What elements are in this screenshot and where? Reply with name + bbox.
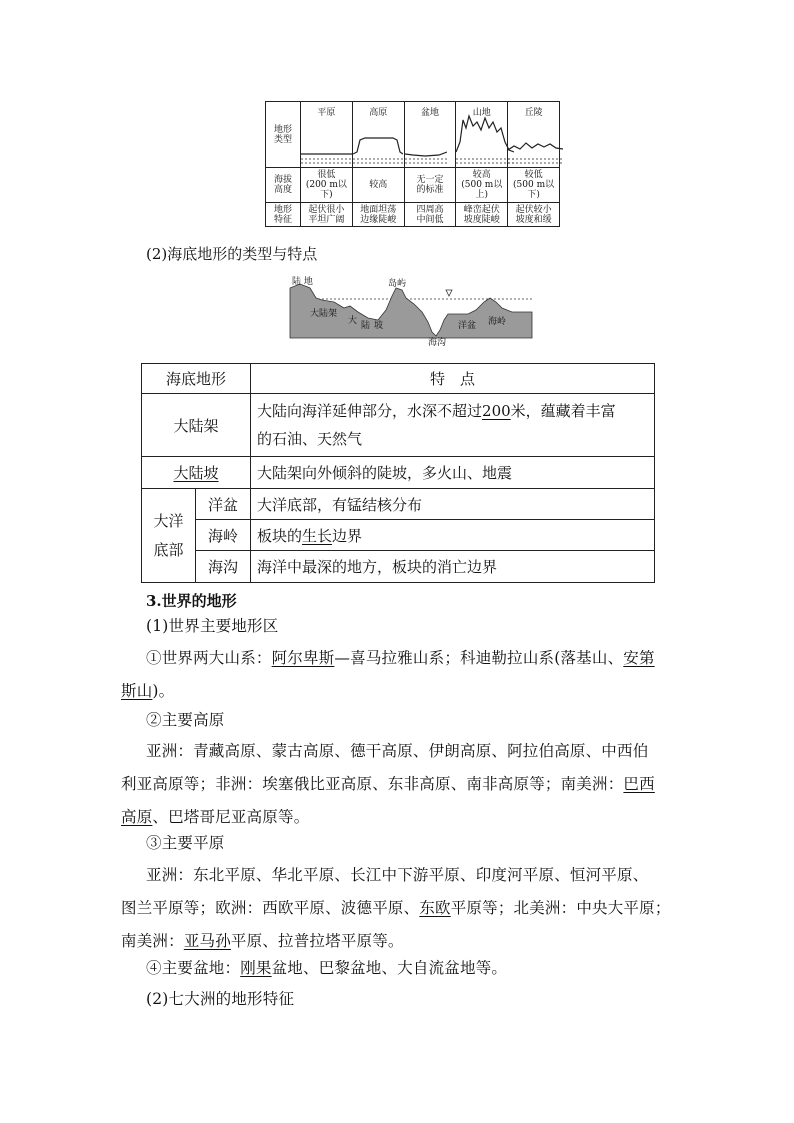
altitude-basin-2: 的标准 xyxy=(416,185,444,196)
world-sub1: (1)世界主要地形区 xyxy=(146,617,279,635)
feature-plain xyxy=(301,203,353,227)
slope-desc: 大陆架向外倾斜的陡坡，多火山、地震 xyxy=(251,457,655,489)
plateau-brazil-2: 高原 xyxy=(121,808,153,826)
slope-name: 大陆坡 xyxy=(173,464,219,482)
label-basin: 洋盆 xyxy=(458,321,477,331)
ridge-growth: 生长 xyxy=(302,526,333,545)
header-terrain: 海底地形 xyxy=(142,364,251,394)
plain-paragraph xyxy=(121,859,681,958)
col-hill xyxy=(508,102,560,168)
hill-profile xyxy=(508,102,563,168)
basin-row xyxy=(142,489,655,520)
altitude-basin xyxy=(404,168,456,203)
plateau-title: ②主要高原 xyxy=(146,711,225,729)
landform-table xyxy=(265,101,560,227)
altitude-hill-1: 较低 xyxy=(524,170,543,181)
col-mountain xyxy=(456,102,508,168)
feature-row xyxy=(266,203,560,227)
col-basin-label: 盆地 xyxy=(420,108,439,118)
label-slope-b: 陆 xyxy=(361,321,371,331)
mountains-alps: 阿尔卑斯 xyxy=(271,649,335,667)
altitude-plain-2: (200 m以下) xyxy=(305,180,347,201)
mountains-b: —喜马拉雅山系；科迪勒拉山系(落基山、 xyxy=(334,649,624,667)
row-head-type-line2: 类型 xyxy=(273,134,292,145)
altitude-mountain xyxy=(456,168,508,203)
label-shelf: 大陆架 xyxy=(310,309,338,319)
feature-plain-2: 平坦广阔 xyxy=(308,214,345,225)
plain-east-europe: 东欧 xyxy=(419,899,451,917)
plateau-text-c: 、巴塔哥尼亚高原等。 xyxy=(152,808,310,826)
trench-name: 海沟 xyxy=(196,551,251,583)
altitude-plateau xyxy=(352,168,404,203)
col-hill-label: 丘陵 xyxy=(524,108,543,118)
mountains-a: ①世界两大山系： xyxy=(146,649,272,667)
label-trench: 海沟 xyxy=(428,338,447,346)
feature-mountain xyxy=(456,203,508,227)
label-slope-c: 坡 xyxy=(374,321,384,331)
landform-type-row xyxy=(266,102,560,168)
basin-desc: 大洋底部，有锰结核分布 xyxy=(251,489,655,520)
feature-basin xyxy=(404,203,456,227)
altitude-row xyxy=(266,168,560,203)
plain-profile xyxy=(301,102,353,168)
plain-text-e: 平原、拉普拉塔平原等。 xyxy=(230,932,404,950)
continents-heading: (2)七大洲的地形特征 xyxy=(146,990,295,1008)
shelf-depth: 200 xyxy=(482,402,511,420)
col-plateau xyxy=(352,102,404,168)
basin-b: 盆地、巴黎盆地、大自流盆地等。 xyxy=(271,959,508,977)
plain-text-b: 图兰平原等；欧洲：西欧平原、波德平原、 xyxy=(121,899,420,917)
plateau-profile xyxy=(353,102,403,168)
plain-amazon: 亚马孙 xyxy=(183,932,231,950)
feature-hill xyxy=(508,203,560,227)
shelf-desc xyxy=(251,394,655,457)
row-head-feature-line1: 地形 xyxy=(273,204,292,215)
altitude-plain xyxy=(301,168,353,203)
plateau-brazil-1: 巴西 xyxy=(623,775,655,793)
row-head-feature-line2: 特征 xyxy=(273,214,292,225)
ocean-floor-a: 大洋 xyxy=(153,511,184,530)
ocean-profile-diagram xyxy=(288,274,538,346)
feature-hill-2: 坡度和缓 xyxy=(515,214,552,225)
col-basin xyxy=(404,102,456,168)
feature-hill-1: 起伏较小 xyxy=(515,204,552,215)
col-plain-label: 平原 xyxy=(317,108,336,118)
shelf-desc-a: 大陆向海洋延伸部分，水深不超过 xyxy=(257,402,483,420)
feature-plateau-1: 地面坦荡 xyxy=(360,204,397,215)
row-head-altitude-line1: 海拔 xyxy=(273,175,292,186)
ridge-desc-b: 边界 xyxy=(332,526,363,545)
altitude-plain-1: 很低 xyxy=(317,170,336,181)
trench-desc: 海洋中最深的地方，板块的消亡边界 xyxy=(251,551,655,583)
mountains-paragraph xyxy=(121,642,681,708)
row-head-altitude-line2: 高度 xyxy=(273,185,292,196)
mountain-profile xyxy=(456,102,514,168)
plateau-text-a: 亚洲：青藏高原、蒙古高原、德干高原、伊朗高原、阿拉伯高原、中西伯 xyxy=(146,742,649,760)
feature-plateau xyxy=(352,203,404,227)
row-head-type-line1: 地形 xyxy=(273,124,292,135)
mountains-c: )。 xyxy=(152,682,175,700)
ocean-floor-b: 底部 xyxy=(153,540,184,559)
ridge-desc xyxy=(251,520,655,551)
ridge-row xyxy=(142,520,655,551)
label-ridge: 海岭 xyxy=(488,317,507,327)
feature-mountain-2: 坡度陡峻 xyxy=(463,214,500,225)
basin-congo: 刚果 xyxy=(240,959,272,977)
slope-row xyxy=(142,457,655,489)
altitude-hill-2: (500 m以下) xyxy=(513,180,555,201)
label-island: 岛屿 xyxy=(388,279,407,289)
feature-basin-1: 四周高 xyxy=(416,204,444,215)
shelf-desc-b: 米，蕴藏着丰富 xyxy=(510,402,616,420)
shelf-row xyxy=(142,394,655,457)
plateau-text-b: 利亚高原等；非洲：埃塞俄比亚高原、东非高原、南非高原等；南美洲： xyxy=(121,775,624,793)
seafloor-heading: (2)海底地形的类型与特点 xyxy=(146,245,318,263)
ridge-name: 海岭 xyxy=(196,520,251,551)
plain-title: ③主要平原 xyxy=(146,834,225,852)
altitude-mountain-1: 较高 xyxy=(472,170,491,181)
col-mountain-label: 山地 xyxy=(472,108,491,118)
plain-text-d: 南美洲： xyxy=(121,932,184,950)
plain-text-a: 亚洲：东北平原、华北平原、长江中下游平原、印度河平原、恒河平原、 xyxy=(146,866,649,884)
row-head-feature xyxy=(266,203,301,227)
basin-name: 洋盆 xyxy=(196,489,251,520)
label-land: 陆 地 xyxy=(292,277,313,287)
altitude-mountain-2: (500 m以上) xyxy=(461,180,503,201)
header-feature: 特 点 xyxy=(251,364,655,394)
ridge-desc-a: 板块的 xyxy=(257,526,303,545)
seafloor-table xyxy=(141,363,655,583)
altitude-basin-1: 无一定 xyxy=(416,175,444,186)
feature-basin-2: 中间低 xyxy=(416,214,444,225)
shelf-desc-c: 的石油、天然气 xyxy=(257,430,363,448)
plain-text-c: 平原等；北美洲：中央大平原； xyxy=(450,899,671,917)
row-head-type xyxy=(266,102,301,168)
col-plain xyxy=(301,102,353,168)
feature-plain-1: 起伏很小 xyxy=(308,204,345,215)
sea-level-marker xyxy=(446,290,452,296)
sea-header-row xyxy=(142,364,655,394)
label-slope-a: 大 xyxy=(348,316,358,326)
slope-name-cell xyxy=(142,457,251,489)
row-head-altitude xyxy=(266,168,301,203)
trench-row xyxy=(142,551,655,583)
basin-profile xyxy=(405,102,447,168)
feature-mountain-1: 峰峦起伏 xyxy=(463,204,500,215)
world-heading: 3.世界的地形 xyxy=(146,592,237,610)
basin-a: ④主要盆地： xyxy=(146,959,241,977)
col-plateau-label: 高原 xyxy=(369,108,388,118)
altitude-plateau-1: 较高 xyxy=(369,180,388,191)
basin-paragraph xyxy=(146,952,507,985)
ocean-floor-cell xyxy=(142,489,196,583)
altitude-hill xyxy=(508,168,560,203)
mountains-andes-2: 斯山 xyxy=(121,682,153,700)
shelf-name: 大陆架 xyxy=(142,394,251,457)
mountains-andes-1: 安第 xyxy=(623,649,655,667)
feature-plateau-2: 边缘陡峻 xyxy=(360,214,397,225)
plateau-paragraph xyxy=(121,735,681,834)
